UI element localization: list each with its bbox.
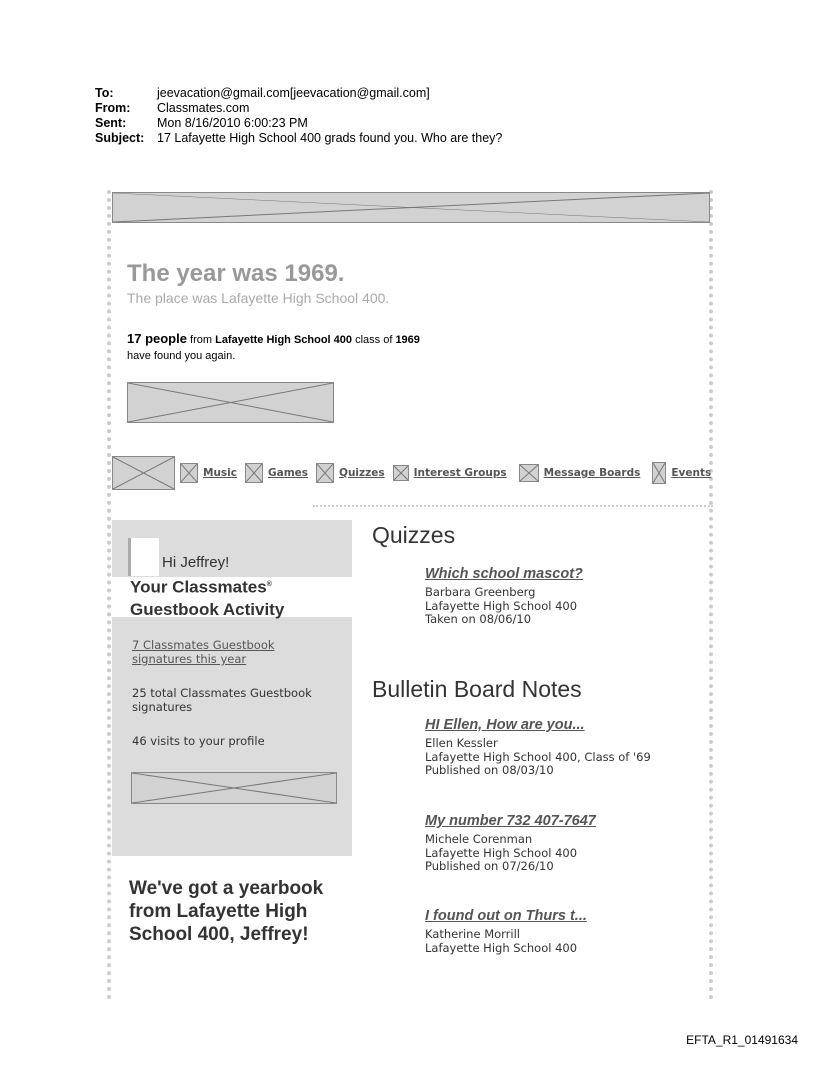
to-label: To:: [95, 86, 114, 100]
bulletin-author: Ellen Kessler: [425, 736, 498, 750]
avatar: [128, 538, 159, 576]
registered-mark: ®: [266, 581, 272, 588]
text: from: [186, 334, 216, 346]
subject-label: Subject:: [95, 131, 145, 145]
email-header: [95, 86, 502, 146]
bulletin-school: Lafayette High School 400: [425, 940, 578, 955]
hero-title: The year was 1969.: [127, 260, 345, 287]
nav-interest-groups[interactable]: Interest Groups: [413, 467, 507, 479]
nav-events[interactable]: Events: [671, 467, 712, 479]
quizzes-heading: Quizzes: [372, 522, 456, 548]
guestbook-signatures-link[interactable]: 7 Classmates Guestbook signatures this year: [132, 638, 275, 666]
guestbook-sidebar: [112, 520, 352, 856]
cta-button-image[interactable]: [127, 382, 334, 423]
message-boards-icon: [519, 464, 539, 482]
divider: [313, 505, 713, 507]
quiz-school: Lafayette High School 400: [425, 598, 578, 613]
from-value: Classmates.com: [157, 101, 250, 115]
nav-music[interactable]: Music: [203, 467, 237, 479]
bulletin-title-link[interactable]: HI Ellen, How are you...: [425, 717, 585, 733]
quiz-date: Taken on 08/06/10: [425, 612, 532, 626]
sent-label: Sent:: [95, 116, 127, 130]
people-count: 17 people: [127, 331, 187, 346]
bulletin-title-link[interactable]: My number 732 407-7647: [425, 813, 596, 829]
events-icon: [652, 462, 666, 484]
from-label: From:: [95, 101, 131, 115]
greeting: Hi Jeffrey!: [162, 554, 230, 571]
quiz-title-link[interactable]: Which school mascot?: [425, 566, 583, 582]
heading-line2: Guestbook Activity: [130, 599, 285, 619]
bulletin-heading: Bulletin Board Notes: [372, 676, 582, 702]
quizzes-icon: [316, 463, 334, 483]
found-text: have found you again.: [127, 350, 236, 362]
logo-image-placeholder: [112, 456, 175, 490]
total-signatures: 25 total Classmates Guestbook signatures: [132, 686, 312, 714]
bulletin-author: Katherine Morrill: [425, 927, 520, 941]
bulletin-school: Lafayette High School 400, Class of '69: [425, 749, 651, 764]
document-id: EFTA_R1_01491634: [686, 1033, 798, 1047]
nav-bar: [112, 456, 719, 490]
heading-line1: Your Classmates: [130, 577, 267, 597]
bulletin-author: Michele Corenman: [425, 832, 533, 846]
profile-visits: 46 visits to your profile: [132, 734, 265, 748]
sidebar-button-image[interactable]: [131, 772, 337, 804]
nav-message-boards[interactable]: Message Boards: [543, 467, 641, 479]
nav-quizzes[interactable]: Quizzes: [339, 467, 385, 479]
guestbook-heading: [130, 574, 284, 621]
subject-value: 17 Lafayette High School 400 grads found you. Who are they?: [157, 131, 503, 145]
games-icon: [245, 463, 263, 483]
to-value: jeevacation@gmail.com[jeevacation@gmail.com]: [157, 86, 430, 100]
hero-subtitle: The place was Lafayette High School 400.: [127, 290, 390, 306]
bulletin-item: [425, 716, 651, 778]
bulletin-date: Published on 08/03/10: [425, 763, 554, 777]
banner-image-placeholder: [112, 192, 710, 223]
bulletin-title-link[interactable]: I found out on Thurs t...: [425, 908, 587, 924]
bulletin-date: Published on 07/26/10: [425, 859, 554, 873]
text: class of: [352, 334, 396, 346]
quiz-author: Barbara Greenberg: [425, 585, 536, 599]
nav-games[interactable]: Games: [268, 467, 309, 479]
yearbook-heading: We've got a yearbook from Lafayette High School 400, Jeffrey!: [129, 878, 324, 945]
bulletin-item: [425, 907, 587, 955]
bulletin-school: Lafayette High School 400: [425, 845, 578, 860]
found-count-text: [127, 331, 420, 366]
music-icon: [180, 463, 198, 483]
class-year: 1969: [395, 334, 420, 346]
interest-groups-icon: [393, 465, 409, 481]
sent-value: Mon 8/16/2010 6:00:23 PM: [157, 116, 308, 130]
quiz-item: [425, 565, 583, 627]
school-name: Lafayette High School 400: [215, 334, 353, 346]
bulletin-item: [425, 812, 596, 874]
